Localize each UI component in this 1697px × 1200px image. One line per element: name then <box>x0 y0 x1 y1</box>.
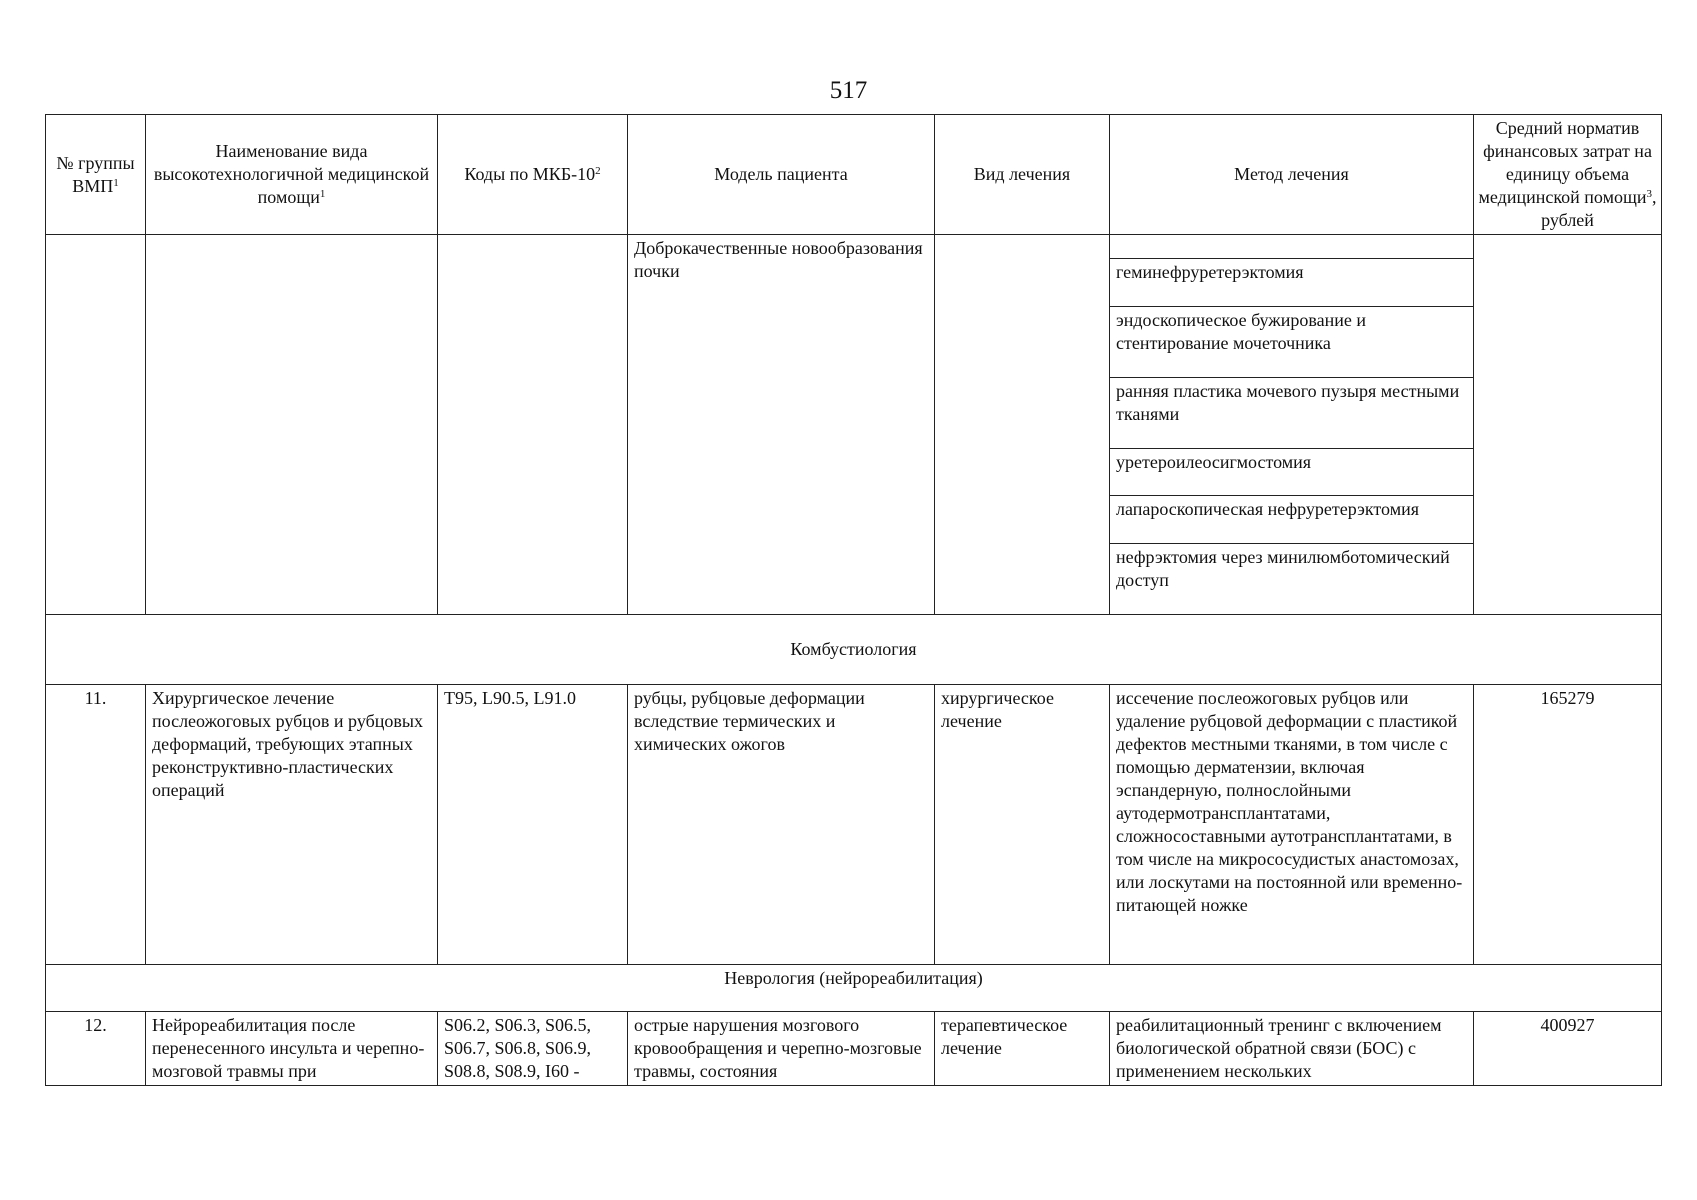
section-row <box>46 965 1662 1012</box>
section-title-neurology: Неврология (нейрореабилитация) <box>46 965 1662 1012</box>
row-method: реабилитационный тренинг с включением биологической обратной связи (БОС) с применением нескольких <box>1110 1012 1474 1086</box>
page-number: 517 <box>829 77 868 104</box>
row-name: Хирургическое лечение послеожоговых рубцов и рубцовых деформаций, требующих этапных реконструктивно-пластических операций <box>146 685 438 965</box>
method-item: лапароскопическая нефруретерэктомия <box>1110 496 1473 544</box>
row-model: острые нарушения мозгового кровообращения и черепно-мозговые травмы, состояния <box>628 1012 935 1086</box>
cont-model-cell: Доброкачественные новообразования почки <box>628 235 935 615</box>
row-name: Нейрореабилитация после перенесенного инсульта и черепно-мозговой травмы при <box>146 1012 438 1086</box>
cont-num-cell <box>46 235 146 615</box>
table-row <box>46 685 1662 965</box>
row-model: рубцы, рубцовые деформации вследствие термических и химических ожогов <box>628 685 935 965</box>
row-type: терапевтическое лечение <box>935 1012 1110 1086</box>
row-cost: 165279 <box>1474 685 1662 965</box>
header-row <box>46 115 1662 235</box>
row-codes: T95, L90.5, L91.0 <box>438 685 628 965</box>
header-model: Модель пациента <box>628 115 935 235</box>
header-treatment-type: Вид лечения <box>935 115 1110 235</box>
cont-methods-cell <box>1110 235 1474 615</box>
section-title-combustiology: Комбустиология <box>46 615 1662 685</box>
row-codes: S06.2, S06.3, S06.5, S06.7, S06.8, S06.9, S08.8, S08.9, I60 - <box>438 1012 628 1086</box>
header-codes: Коды по МКБ-$10^2$ <box>438 115 628 235</box>
row-type: хирургическое лечение <box>935 685 1110 965</box>
table-row <box>46 1012 1662 1086</box>
row-number: 12. <box>46 1012 146 1086</box>
method-item: уретероилеосигмостомия <box>1110 449 1473 496</box>
method-item: нефрэктомия через минилюмботомический доступ <box>1116 547 1450 590</box>
cont-name-cell <box>146 235 438 615</box>
method-list <box>1110 235 1473 614</box>
cont-cost-cell <box>1474 235 1662 615</box>
header-group-no: № группы ВМП$^1$ <box>46 115 146 235</box>
method-item: геминефруретерэктомия <box>1110 259 1473 307</box>
row-method: иссечение послеожоговых рубцов или удаление рубцовой деформации с пластикой дефектов местными тканями, в том числе с помощью дерматензии, включая эспандерную, полнослойными аутодермотрансплантатами, сложносоставными аутотрансплантатами, в том числе на микрососудистых анастомозах, или лоскутами на постоянной или временно-питающей ножке <box>1110 685 1474 965</box>
row-cost: 400927 <box>1474 1012 1662 1086</box>
row-number: 11. <box>46 685 146 965</box>
cont-codes-cell <box>438 235 628 615</box>
method-item: эндоскопическое бужирование и стентирование мочеточника <box>1110 307 1473 378</box>
header-name: Наименование вида высокотехнологичной медицинской помощи$^1$ <box>146 115 438 235</box>
header-cost: Средний норматив финансовых затрат на единицу объема медицинской помощи$^3$, рублей <box>1474 115 1662 235</box>
method-item: ранняя пластика мочевого пузыря местными тканями <box>1110 378 1473 449</box>
cont-type-cell <box>935 235 1110 615</box>
method-item <box>1110 235 1473 259</box>
continuation-row <box>46 235 1662 615</box>
vmp-table <box>45 114 1662 1086</box>
header-method: Метод лечения <box>1110 115 1474 235</box>
section-row <box>46 615 1662 685</box>
